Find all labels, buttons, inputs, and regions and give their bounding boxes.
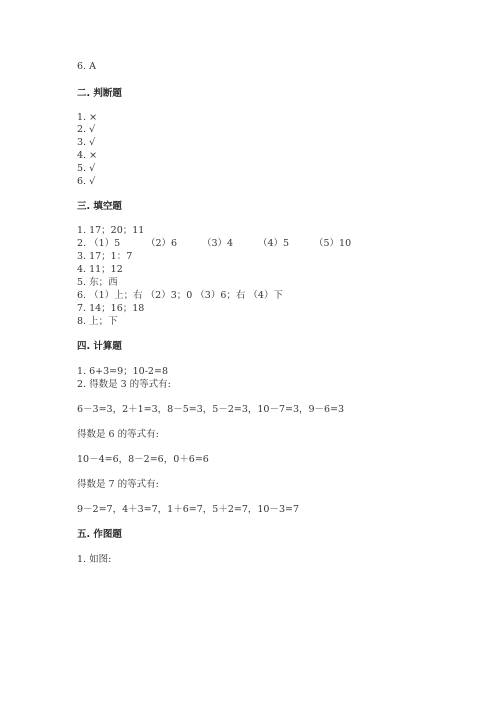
- label-result-6: 得数是 6 的等式有:: [77, 429, 159, 440]
- fill-blank-item-2-part-3: （3）4: [202, 238, 234, 249]
- fill-blank-item-5: 5. 东；西: [77, 277, 118, 288]
- section-heading-calculation: 四. 计算题: [77, 341, 122, 352]
- calculation-item-2: 2. 得数是 3 的等式有:: [77, 379, 171, 390]
- calculation-item-1: 1. 6+3=9；10-2=8: [77, 366, 168, 377]
- judgement-item-4: 4. ×: [77, 150, 98, 161]
- judgement-item-2: 2. √: [77, 124, 96, 135]
- answer-line-6a: 6. A: [77, 61, 96, 72]
- fill-blank-item-2-part-5: （5）10: [314, 238, 352, 249]
- fill-blank-item-2: [77, 238, 351, 250]
- fill-blank-item-8: 8. 上；下: [77, 316, 118, 327]
- label-result-7: 得数是 7 的等式有:: [77, 479, 159, 490]
- section-heading-fill-blank: 三. 填空题: [77, 201, 122, 212]
- judgement-item-5: 5. √: [77, 163, 96, 174]
- section-heading-drawing: 五. 作图题: [77, 529, 122, 540]
- section-heading-judgement: 二. 判断题: [77, 88, 122, 99]
- fill-blank-item-6: 6. （1）上；右 （2）3；0 （3）6；右 （4）下: [77, 290, 283, 301]
- fill-blank-item-2-part-1: 2. （1）5: [77, 238, 121, 249]
- fill-blank-item-7: 7. 14；16；18: [77, 303, 145, 314]
- equations-result-3: 6－3=3，2＋1=3，8－5=3，5－2=3，10－7=3，9－6=3: [77, 404, 345, 415]
- fill-blank-item-1: 1. 17；20；11: [77, 225, 145, 236]
- fill-blank-item-3: 3. 17；1：7: [77, 251, 133, 262]
- judgement-item-1: 1. ×: [77, 112, 98, 123]
- fill-blank-item-2-part-2: （2）6: [146, 238, 178, 249]
- judgement-item-3: 3. √: [77, 137, 96, 148]
- judgement-item-6: 6. √: [77, 176, 96, 187]
- fill-blank-item-4: 4. 11；12: [77, 264, 123, 275]
- equations-result-7: 9－2=7，4＋3=7，1＋6=7，5＋2=7，10－3=7: [77, 504, 300, 515]
- fill-blank-item-2-part-4: （4）5: [258, 238, 290, 249]
- equations-result-6: 10－4=6，8－2=6，0＋6=6: [77, 454, 209, 465]
- drawing-item-1: 1. 如图:: [77, 554, 112, 565]
